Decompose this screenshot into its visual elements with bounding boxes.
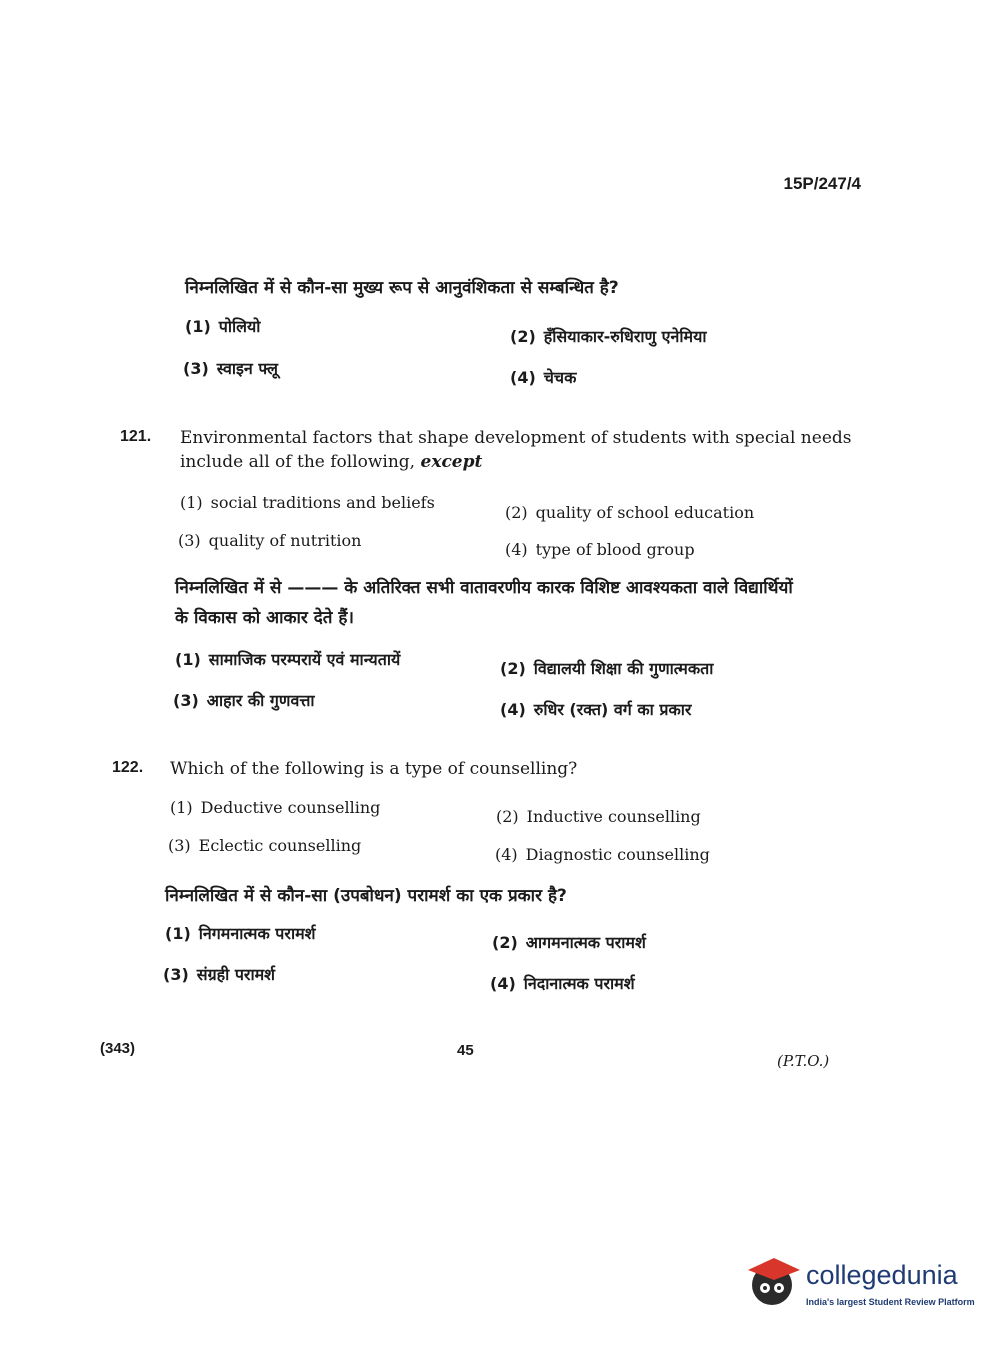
- q122-hindi-option-1: (1) निगमनात्मक परामर्श: [165, 924, 316, 943]
- q121-except-emphasis: except: [420, 452, 483, 472]
- q122-option-1: (1) Deductive counselling: [170, 798, 381, 817]
- q121-hindi-option-4: (4) रुधिर (रक्त) वर्ग का प्रकार: [500, 700, 692, 719]
- q120-hindi-option-4: (4) चेचक: [510, 368, 577, 387]
- q122-question: Which of the following is a type of counselling?: [170, 759, 578, 779]
- q122-hindi-question: निम्नलिखित में से कौन-सा (उपबोधन) परामर्श का एक प्रकार है?: [165, 886, 567, 906]
- q122-option-3: (3) Eclectic counselling: [168, 836, 362, 855]
- q122-hindi-option-4: (4) निदानात्मक परामर्श: [490, 974, 635, 993]
- q121-option-1: (1) social traditions and beliefs: [180, 493, 435, 512]
- footer-series-code: (343): [100, 1040, 136, 1057]
- q122-number: 122.: [112, 759, 144, 776]
- q121-number: 121.: [120, 428, 152, 445]
- paper-code: 15P/247/4: [783, 174, 861, 193]
- page-number: 45: [457, 1042, 474, 1059]
- q122-hindi-option-2: (2) आगमनात्मक परामर्श: [492, 933, 646, 952]
- q121-hindi-option-3: (3) आहार की गुणवत्ता: [173, 691, 315, 710]
- q121-option-3: (3) quality of nutrition: [178, 531, 362, 550]
- q122-option-2: (2) Inductive counselling: [496, 807, 701, 826]
- q120-hindi-option-1: (1) पोलियो: [185, 317, 261, 336]
- q121-hindi-question-line2: के विकास को आकार देते हैं।: [175, 608, 354, 628]
- q122-option-4: (4) Diagnostic counselling: [495, 845, 710, 864]
- please-turn-over: (P.T.O.): [777, 1052, 830, 1070]
- watermark-tagline: India's largest Student Review Platform: [806, 1297, 975, 1307]
- q121-option-4: (4) type of blood group: [505, 540, 695, 559]
- q120-hindi-option-3: (3) स्वाइन फ्लू: [183, 359, 278, 378]
- q121-question: Environmental factors that shape development of students with special needs include all of the following, except: [180, 428, 852, 472]
- q121-option-2: (2) quality of school education: [505, 503, 755, 522]
- collegedunia-mascot-icon: [744, 1252, 802, 1310]
- q121-hindi-option-2: (2) विद्यालयी शिक्षा की गुणात्मकता: [500, 659, 714, 678]
- q120-hindi-question: निम्नलिखित में से कौन-सा मुख्य रूप से आनुवंशिकता से सम्बन्धित है?: [185, 278, 619, 298]
- q121-hindi-option-1: (1) सामाजिक परम्परायें एवं मान्यतायें: [175, 650, 401, 669]
- q122-hindi-option-3: (3) संग्रही परामर्श: [163, 965, 276, 984]
- q121-hindi-question-line1: निम्नलिखित में से ——— के अतिरिक्त सभी वातावरणीय कारक विशिष्ट आवश्यकता वाले विद्यार्थियों: [175, 578, 793, 598]
- q120-hindi-option-2: (2) हँसियाकार-रुधिराणु एनेमिया: [510, 327, 707, 346]
- watermark-brand: collegedunia: [806, 1260, 958, 1290]
